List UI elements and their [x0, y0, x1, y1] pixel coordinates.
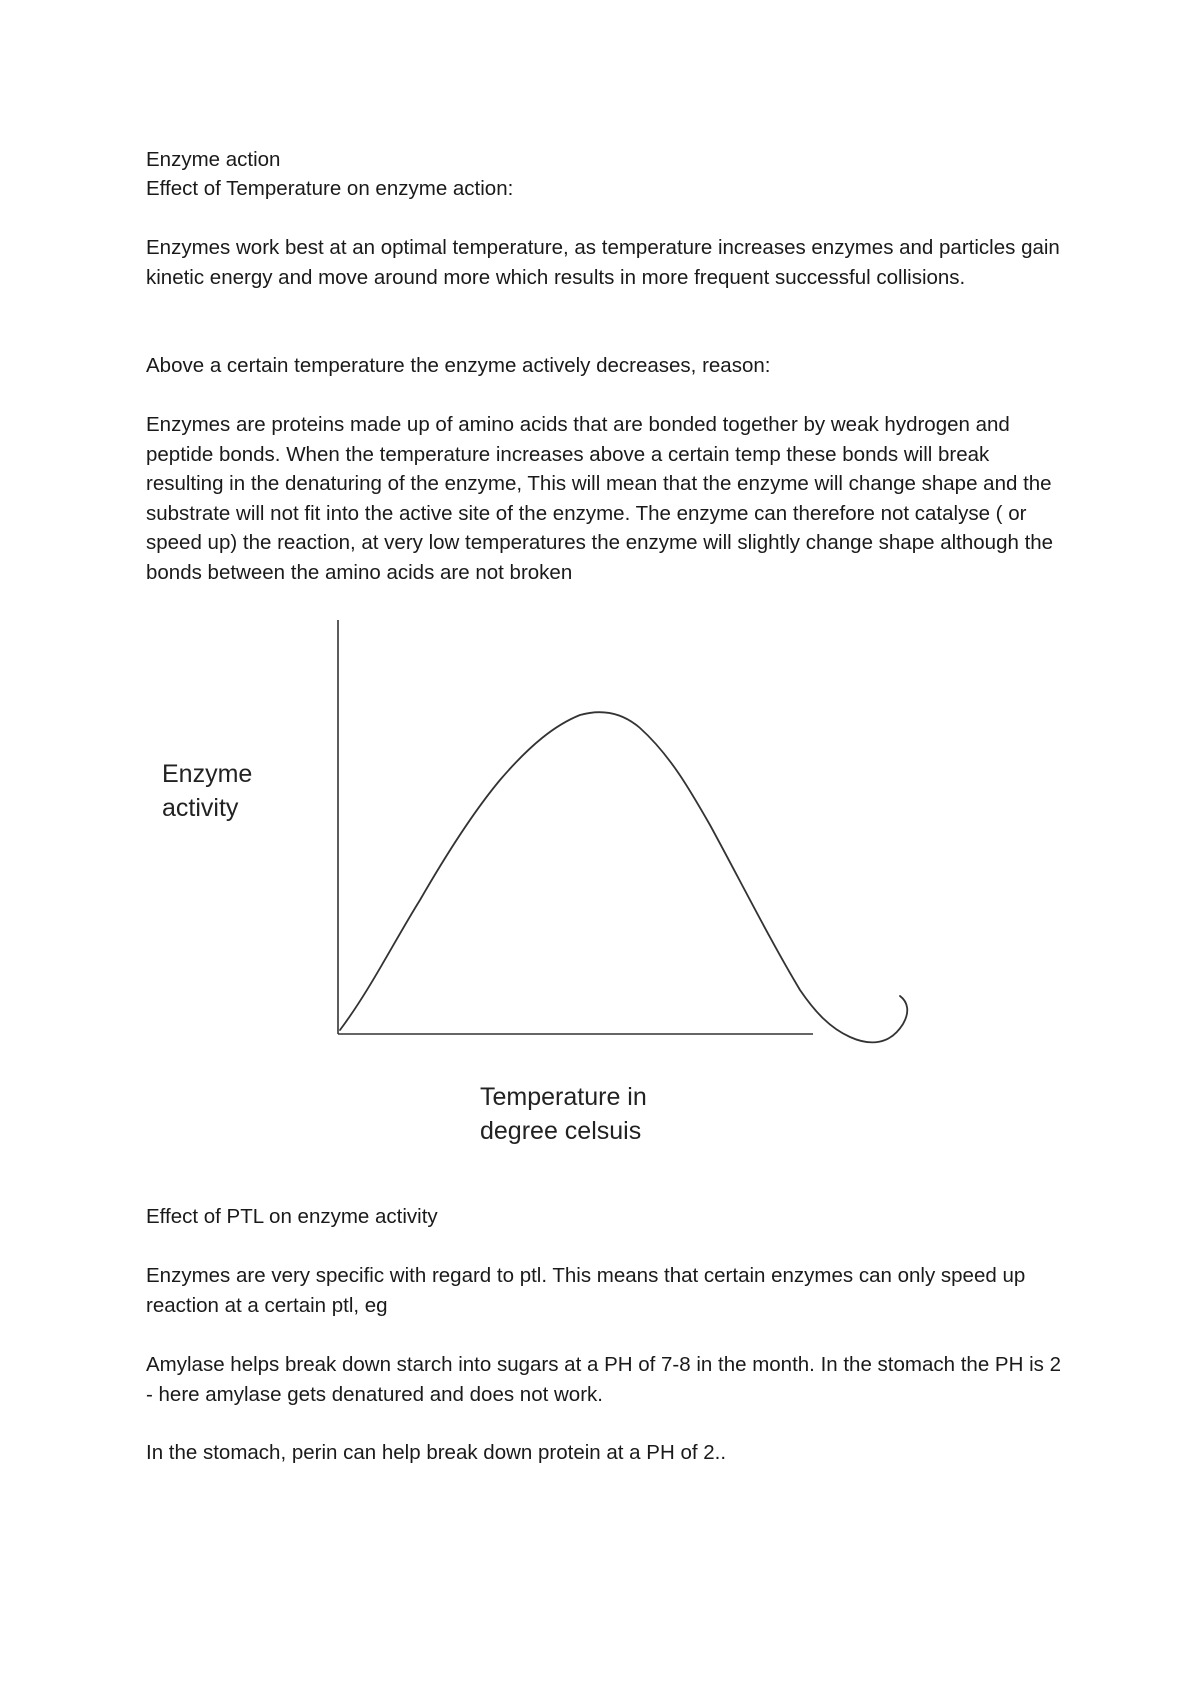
y-axis-label-line1: Enzyme: [162, 760, 253, 788]
paragraph-above-temperature: Above a certain temperature the enzyme actively decreases, reason:: [146, 354, 771, 377]
paragraph-denaturing: Enzymes are proteins made up of amino acids that are bonded together by weak hydrogen and peptide bonds. When the temperature increases above a certain temp these bonds will break resulting in the denaturing of the enzyme, This will mean that the enzyme will change shape and the substrate will not fit into the active site of the enzyme. The enzyme can therefore not catalyse ( or speed up) the reaction, at very low temperatures the enzyme will slightly change shape although the bonds between the amino acids are not broken: [146, 413, 1054, 584]
document-title: Enzyme action: [146, 148, 281, 171]
x-axis-label: [480, 1080, 740, 1148]
paragraph-amylase: Amylase helps break down starch into sugars at a PH of 7-8 in the month. In the stomach the PH is 2 - here amylase gets denatured and does not work.: [146, 1353, 1061, 1406]
section-heading-temperature: Effect of Temperature on enzyme action:: [146, 177, 514, 200]
paragraph-optimal-temperature: Enzymes work best at an optimal temperature, as temperature increases enzymes and particles gain kinetic energy and move around more which results in more frequent successful collisions.: [146, 236, 1060, 289]
y-axis-label-line2: activity: [162, 794, 239, 822]
section-heading-ptl: Effect of PTL on enzyme activity: [146, 1205, 438, 1228]
x-axis-label-line1: Temperature in: [480, 1083, 647, 1111]
y-axis-label: [162, 757, 312, 825]
paragraph-ptl-specific: Enzymes are very specific with regard to ptl. This means that certain enzymes can only speed up reaction at a certain ptl, eg: [146, 1264, 1026, 1317]
x-axis-label-line2: degree celsuis: [480, 1117, 642, 1145]
paragraph-stomach: In the stomach, perin can help break down protein at a PH of 2..: [146, 1441, 727, 1464]
activity-curve: [340, 712, 907, 1042]
